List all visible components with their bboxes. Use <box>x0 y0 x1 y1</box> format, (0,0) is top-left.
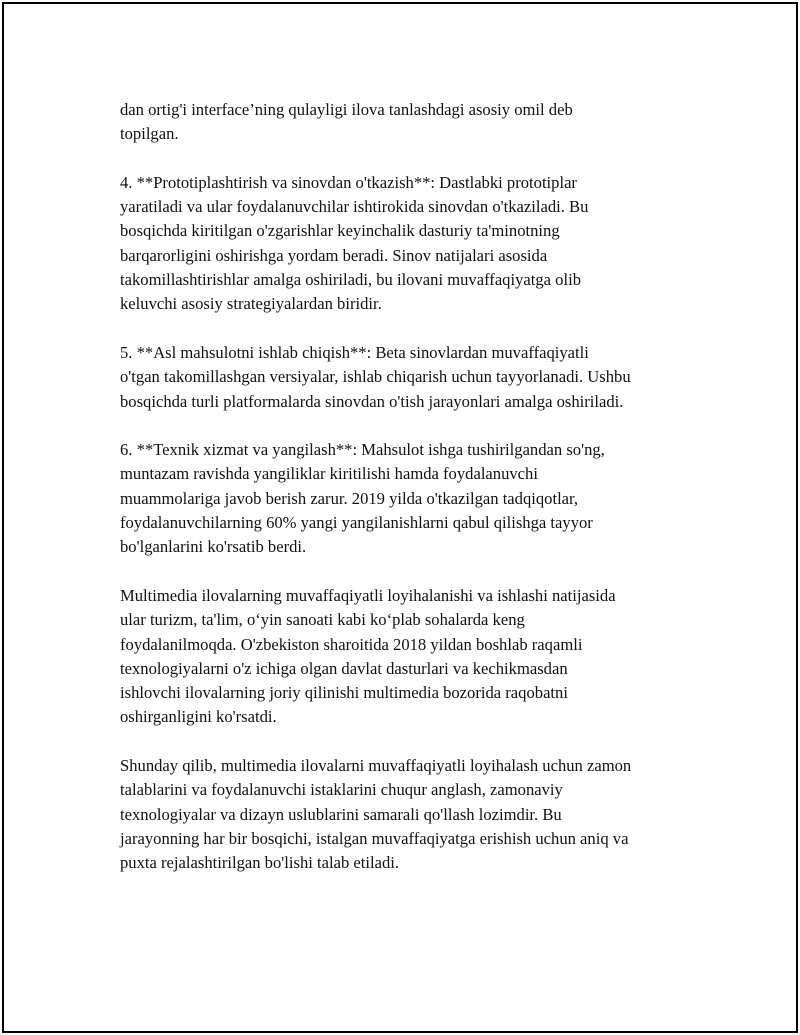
document-body <box>120 98 720 900</box>
text-line: talablarini va foydalanuvchi istaklarini chuqur anglash, zamonaviy <box>120 780 563 800</box>
text-line: takomillashtirishlar amalga oshiriladi, bu ilovani muvaffaqiyatga olib <box>120 270 581 290</box>
text-line: barqarorligini oshirishga yordam beradi. Sinov natijalari asosida <box>120 245 548 265</box>
text-line: jarayonning har bir bosqichi, istalgan muvaffaqiyatga erishish uchun aniq va <box>120 828 629 848</box>
text-line: o'tgan takomillashgan versiyalar, ishlab chiqarish uchun tayyorlanadi. Ushbu <box>120 367 631 387</box>
text-line: 4. **Prototiplashtirish va sinovdan o'tkazish**: Dastlabki prototiplar <box>120 172 577 192</box>
text-line: texnologiyalarni o'z ichiga olgan davlat dasturlari va kechikmasdan <box>120 658 568 678</box>
text-line: yaratiladi va ular foydalanuvchilar ishtirokida sinovdan o'tkaziladi. Bu <box>120 197 589 217</box>
paragraph-step-6 <box>120 438 720 559</box>
text-line: oshirganligini ko'rsatdi. <box>120 707 277 727</box>
text-line: topilgan. <box>120 124 179 144</box>
paragraph-multimedia-usage <box>120 584 720 730</box>
text-line: 5. **Asl mahsulotni ishlab chiqish**: Beta sinovlardan muvaffaqiyatli <box>120 342 589 362</box>
text-line: dan ortig'i interface’ning qulayligi ilova tanlashdagi asosiy omil deb <box>120 100 573 119</box>
text-line: Shunday qilib, multimedia ilovalarni muvaffaqiyatli loyihalash uchun zamon <box>120 756 632 776</box>
paragraph-step-5 <box>120 341 720 414</box>
paragraph-step-4 <box>120 171 720 317</box>
text-line: muammolariga javob berish zarur. 2019 yilda o'tkazilgan tadqiqotlar, <box>120 488 579 508</box>
text-line: foydalanuvchilarning 60% yangi yangilanishlarni qabul qilishga tayyor <box>120 513 593 533</box>
text-line: bo'lganlarini ko'rsatib berdi. <box>120 537 307 557</box>
text-line: ular turizm, ta'lim, o‘yin sanoati kabi ko‘plab sohalarda keng <box>120 610 525 630</box>
text-line: texnologiyalar va dizayn uslublarini samarali qo'llash lozimdir. Bu <box>120 804 562 824</box>
text-line: ishlovchi ilovalarning joriy qilinishi multimedia bozorida raqobatni <box>120 683 568 703</box>
text-line: puxta rejalashtirilgan bo'lishi talab etiladi. <box>120 853 400 873</box>
text-line: 6. **Texnik xizmat va yangilash**: Mahsulot ishga tushirilgandan so'ng, <box>120 440 605 460</box>
paragraph-intro-continuation <box>120 98 720 147</box>
text-line: Multimedia ilovalarning muvaffaqiyatli loyihalanishi va ishlashi natijasida <box>120 585 616 605</box>
text-line: keluvchi asosiy strategiyalardan biridir. <box>120 294 382 314</box>
text-line: foydalanilmoqda. O'zbekiston sharoitida 2018 yildan boshlab raqamli <box>120 634 583 654</box>
text-line: muntazam ravishda yangiliklar kiritilishi hamda foydalanuvchi <box>120 464 538 484</box>
text-line: bosqichda turli platformalarda sinovdan o'tish jarayonlari amalga oshiriladi. <box>120 391 624 411</box>
text-line: bosqichda kiritilgan o'zgarishlar keyinchalik dasturiy ta'minotning <box>120 221 560 241</box>
page-frame <box>2 2 798 1033</box>
paragraph-conclusion <box>120 754 720 875</box>
